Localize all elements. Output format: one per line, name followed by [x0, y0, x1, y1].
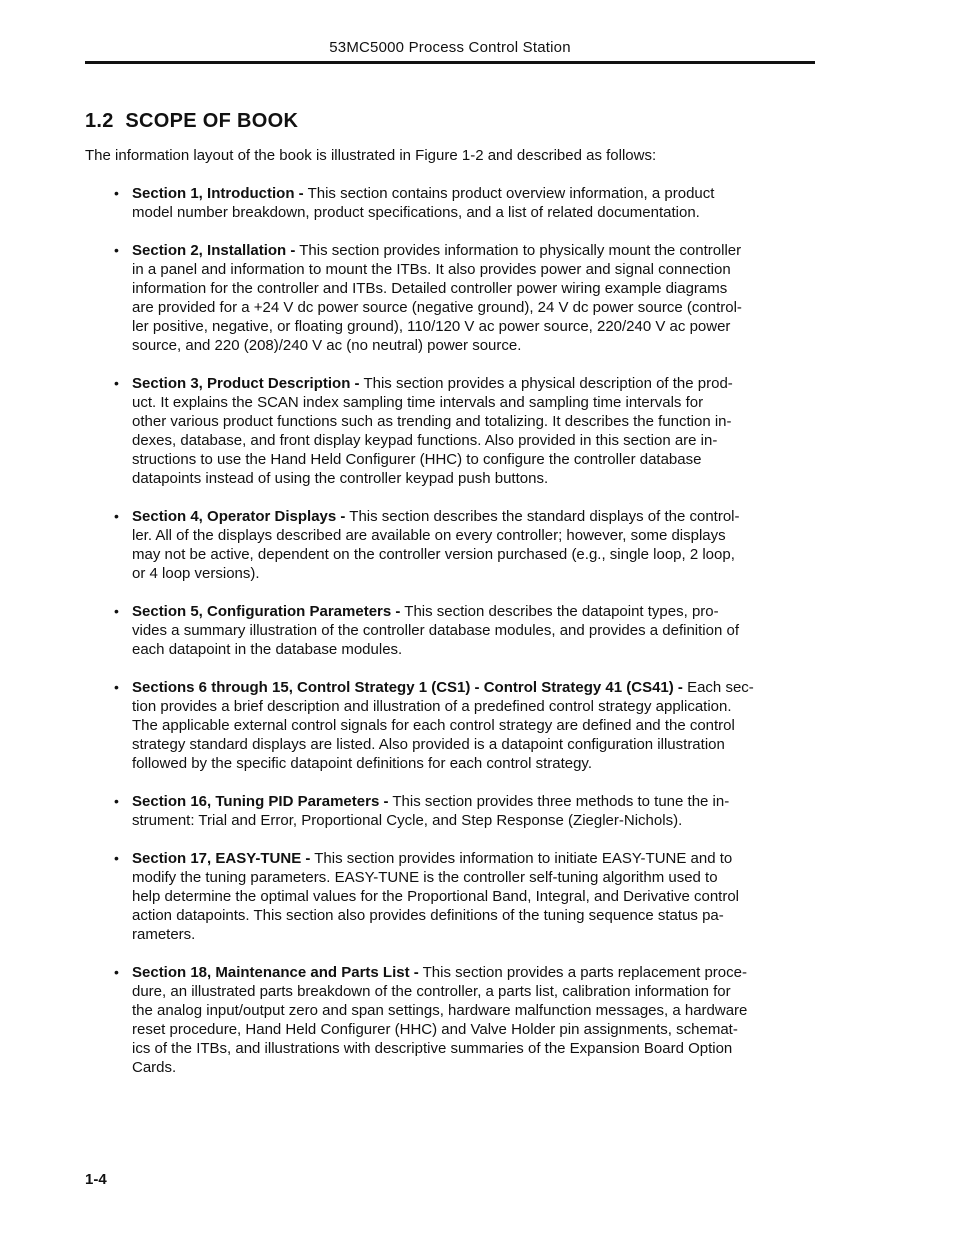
bullet-text: This section describes the standard displays of the control- — [345, 508, 740, 525]
bullet-line: action datapoints. This section also provides definitions of the tuning sequence status pa- — [132, 907, 724, 924]
bullet-dot-icon: • — [114, 508, 119, 524]
bullet-dot-icon: • — [114, 679, 119, 695]
bullet-dot-icon: • — [114, 185, 119, 201]
bullet-line: or 4 loop versions). — [132, 565, 260, 582]
page-number: 1-4 — [85, 1171, 107, 1188]
bullet-line: each datapoint in the database modules. — [132, 641, 403, 658]
bullet-lead: Sections 6 through 15, Control Strategy 1 (CS1) - Control Strategy 41 (CS41) - — [132, 679, 683, 696]
bullet-item — [114, 678, 820, 773]
bullet-line: dexes, database, and front display keypad functions. Also provided in this section are in- — [132, 432, 718, 449]
bullet-lead: Section 1, Introduction - — [132, 185, 304, 202]
bullet-line: help determine the optimal values for the Proportional Band, Integral, and Derivative control — [132, 888, 740, 905]
bullet-text: Each sec- — [682, 679, 754, 696]
bullet-line: are provided for a +24 V dc power source (negative ground), 24 V dc power source (control- — [132, 299, 742, 316]
running-header-title: 53MC5000 Process Control Station — [329, 39, 571, 56]
bullet-text: This section provides a parts replacement proce- — [418, 964, 747, 981]
bullet-item — [114, 602, 820, 659]
bullet-line — [132, 507, 820, 526]
bullet-line: strument: Trial and Error, Proportional Cycle, and Step Response (Ziegler-Nichols). — [132, 812, 683, 829]
bullet-text: This section contains product overview information, a product — [303, 185, 715, 202]
bullet-dot-icon: • — [114, 603, 119, 619]
bullet-text: This section describes the datapoint types, pro- — [400, 603, 719, 620]
bullet-text: This section provides a physical description of the prod- — [359, 375, 733, 392]
bullet-line: tion provides a brief description and illustration of a predefined control strategy application. — [132, 698, 732, 715]
bullet-lead: Section 3, Product Description - — [132, 375, 360, 392]
bullet-lead: Section 16, Tuning PID Parameters - — [132, 793, 389, 810]
bullet-text: This section provides three methods to tune the in- — [388, 793, 730, 810]
bullet-line: uct. It explains the SCAN index sampling time intervals and sampling time intervals for — [132, 394, 704, 411]
header-rule — [85, 61, 815, 64]
bullet-text: This section provides information to physically mount the controller — [295, 242, 742, 259]
bullet-line — [132, 374, 820, 393]
bullet-line: information for the controller and ITBs. Detailed controller power wiring example diagrams — [132, 280, 728, 297]
section-bullet-list — [114, 184, 820, 1096]
bullet-line: The applicable external control signals for each control strategy are defined and the control — [132, 717, 735, 734]
bullet-line: datapoints instead of using the controller keypad push buttons. — [132, 470, 549, 487]
bullet-line: Cards. — [132, 1059, 177, 1076]
bullet-dot-icon: • — [114, 850, 119, 866]
bullet-line: ler positive, negative, or floating ground), 110/120 V ac power source, 220/240 V ac power — [132, 318, 731, 335]
bullet-line: reset procedure, Hand Held Configurer (HHC) and Valve Holder pin assignments, schemat- — [132, 1021, 738, 1038]
bullet-line: other various product functions such as trending and totalizing. It describes the function in- — [132, 413, 732, 430]
bullet-lead: Section 2, Installation - — [132, 242, 296, 259]
bullet-text: This section provides information to initiate EASY-TUNE and to — [310, 850, 733, 867]
bullet-lead: Section 17, EASY-TUNE - — [132, 850, 311, 867]
bullet-line — [132, 963, 820, 982]
bullet-lead: Section 18, Maintenance and Parts List - — [132, 964, 419, 981]
section-heading: 1.2 SCOPE OF BOOK — [85, 110, 299, 132]
bullet-item — [114, 849, 820, 944]
bullet-lead: Section 4, Operator Displays - — [132, 508, 346, 525]
bullet-item — [114, 184, 820, 222]
bullet-line: rameters. — [132, 926, 196, 943]
bullet-line: followed by the specific datapoint definitions for each control strategy. — [132, 755, 592, 772]
bullet-lead: Section 5, Configuration Parameters - — [132, 603, 401, 620]
bullet-line: model number breakdown, product specifications, and a list of related documentation. — [132, 204, 700, 221]
bullet-line: ics of the ITBs, and illustrations with descriptive summaries of the Expansion Board Option — [132, 1040, 733, 1057]
bullet-line: vides a summary illustration of the controller database modules, and provides a definition of — [132, 622, 739, 639]
bullet-dot-icon: • — [114, 375, 119, 391]
bullet-item — [114, 374, 820, 488]
bullet-dot-icon: • — [114, 793, 119, 809]
bullet-item — [114, 507, 820, 583]
bullet-line: source, and 220 (208)/240 V ac (no neutral) power source. — [132, 337, 522, 354]
bullet-line: ler. All of the displays described are available on every controller; however, some displays — [132, 527, 726, 544]
bullet-line: structions to use the Hand Held Configurer (HHC) to configure the controller database — [132, 451, 702, 468]
bullet-item — [114, 241, 820, 355]
bullet-line: may not be active, dependent on the controller version purchased (e.g., single loop, 2 loop, — [132, 546, 735, 563]
bullet-line — [132, 849, 820, 868]
bullet-line — [132, 184, 820, 203]
bullet-item — [114, 792, 820, 830]
bullet-line: strategy standard displays are listed. Also provided is a datapoint configuration illustration — [132, 736, 725, 753]
bullet-line — [132, 678, 820, 697]
bullet-line: in a panel and information to mount the ITBs. It also provides power and signal connection — [132, 261, 731, 278]
bullet-line: dure, an illustrated parts breakdown of the controller, a parts list, calibration information for — [132, 983, 731, 1000]
bullet-dot-icon: • — [114, 964, 119, 980]
bullet-dot-icon: • — [114, 242, 119, 258]
bullet-line: the analog input/output zero and span settings, hardware malfunction messages, a hardware — [132, 1002, 748, 1019]
bullet-item — [114, 963, 820, 1077]
bullet-line — [132, 241, 820, 260]
bullet-line — [132, 602, 820, 621]
bullet-line: modify the tuning parameters. EASY-TUNE is the controller self-tuning algorithm used to — [132, 869, 718, 886]
bullet-line — [132, 792, 820, 811]
intro-paragraph: The information layout of the book is illustrated in Figure 1-2 and described as follows: — [85, 147, 657, 164]
